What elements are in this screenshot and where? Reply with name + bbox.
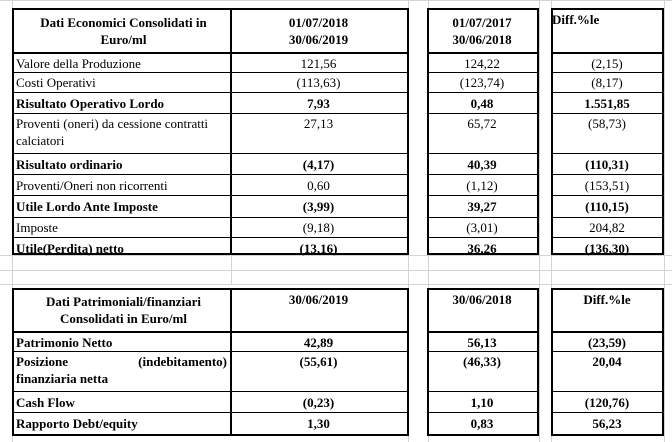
economic-cell: 121,56 xyxy=(300,55,337,71)
economic-header-label: Dati Economici Consolidati in Euro/ml xyxy=(40,14,207,47)
economic-cell: 124,22 xyxy=(464,55,500,71)
financial-row-label-multiline: Posizione (indebitamento) finanziaria netta xyxy=(16,354,227,386)
economic-header-col2: 01/07/2017 30/06/2018 xyxy=(452,14,512,47)
economic-cell: 1.551,85 xyxy=(584,95,630,111)
economic-cell: (110,31) xyxy=(585,156,629,172)
economic-cell: (1,12) xyxy=(466,177,498,193)
financial-cell: 56,13 xyxy=(467,334,497,350)
economic-header-col3: Diff.%le xyxy=(552,12,600,27)
economic-cell: (4,17) xyxy=(302,156,335,172)
economic-cell: (123,74) xyxy=(459,75,505,90)
economic-cell: (9,18) xyxy=(302,220,335,235)
economic-row-label: Valore della Produzione xyxy=(16,55,141,71)
economic-cell: 7,93 xyxy=(307,95,330,111)
economic-cell: 65,72 xyxy=(467,116,497,131)
economic-row-label: Utile Lordo Ante Imposte xyxy=(16,199,158,214)
economic-cell: (3,99) xyxy=(302,199,335,214)
economic-row-label: Imposte xyxy=(16,220,58,235)
economic-row-label: Proventi (oneri) da cessione contratti calciatori xyxy=(16,116,209,148)
economic-row-label: Costi Operativi xyxy=(16,75,96,90)
economic-header-col1: 01/07/2018 30/06/2019 xyxy=(288,14,349,47)
economic-cell: (153,51) xyxy=(584,177,630,193)
financial-header-col2: 30/06/2018 xyxy=(452,292,512,307)
financial-header-col1: 30/06/2019 xyxy=(288,292,349,307)
financial-header-col3: Diff.%le xyxy=(583,292,631,307)
financial-header-label: Dati Patrimoniali/finanziari Consolidati in Euro/ml xyxy=(46,294,201,326)
financial-cell: (120,76) xyxy=(584,394,630,410)
financial-cell: 20,04 xyxy=(592,354,622,369)
financial-cell: (23,59) xyxy=(588,334,626,350)
economic-row-label: Risultato ordinario xyxy=(16,156,123,172)
economic-cell: (2,15) xyxy=(591,55,623,71)
economic-cell: 27,13 xyxy=(303,116,334,131)
economic-cell: 0,48 xyxy=(470,95,494,111)
financial-cell: 1,10 xyxy=(470,394,494,410)
financial-cell: 1,30 xyxy=(307,416,330,431)
economic-cell: 0,60 xyxy=(307,177,330,193)
financial-row-label: Patrimonio Netto xyxy=(16,334,113,350)
economic-cell: (110,15) xyxy=(585,199,629,214)
economic-cell: (58,73) xyxy=(588,116,626,131)
economic-cell: 40,39 xyxy=(467,156,497,172)
financial-cell: (0,23) xyxy=(302,394,335,410)
economic-cell: (113,63) xyxy=(296,75,341,90)
financial-cell: 56,23 xyxy=(592,416,622,431)
economic-cell: (3,01) xyxy=(466,220,498,235)
financial-cell: 42,89 xyxy=(303,334,334,350)
economic-row-label: Proventi/Oneri non ricorrenti xyxy=(16,177,168,193)
financial-cell: (46,33) xyxy=(463,354,501,369)
financial-cell: (55,61) xyxy=(299,354,338,369)
financial-row-label: Rapporto Debt/equity xyxy=(16,416,138,431)
economic-cell: 36,26 xyxy=(467,240,497,256)
economic-cell: (8,17) xyxy=(591,75,623,90)
economic-row-label: Risultato Operativo Lordo xyxy=(16,95,165,111)
financial-cell: 0,83 xyxy=(470,416,494,431)
economic-cell: (13,16) xyxy=(299,240,338,256)
financial-row-label: Cash Flow xyxy=(16,394,75,410)
economic-cell: 204,82 xyxy=(589,220,625,235)
economic-cell: (136,30) xyxy=(584,240,630,256)
economic-row-label: Utile(Perdita) netto xyxy=(16,240,124,256)
economic-cell: 39,27 xyxy=(467,199,497,214)
